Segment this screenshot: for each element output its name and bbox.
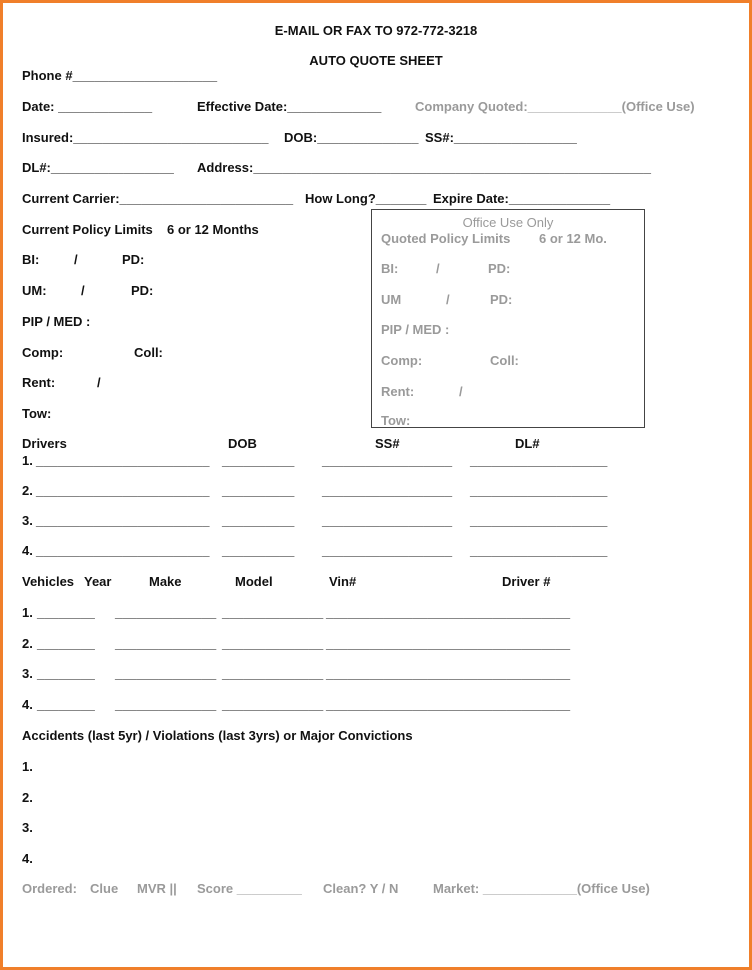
vehicle-model-field[interactable]: ______________ — [222, 636, 324, 651]
driver-number: 2. — [22, 483, 33, 498]
driver-dl-field[interactable]: ___________________ — [470, 543, 608, 558]
accidents-header: Accidents (last 5yr) / Violations (last 3yrs) or Major Convictions — [22, 728, 413, 743]
address-field[interactable]: Address:_______________________________________________________ — [197, 160, 651, 175]
driver-dl-field[interactable]: ___________________ — [470, 513, 608, 528]
vehicle-make-field[interactable]: ______________ — [115, 666, 217, 681]
driver-dob-field[interactable]: __________ — [222, 483, 295, 498]
driver-name-field[interactable]: ________________________ — [36, 483, 210, 498]
ordered-label: Ordered: — [22, 881, 77, 896]
vehicle-vin-field[interactable]: _____________________________ — [326, 636, 536, 651]
driver-name-field[interactable]: ________________________ — [36, 513, 210, 528]
vehicle-year-field[interactable]: ________ — [37, 666, 95, 681]
um-slash: / — [81, 283, 85, 298]
mvr-option[interactable]: MVR || — [137, 881, 177, 896]
vehicle-driver-field[interactable]: _____ — [534, 666, 571, 681]
office-comp-label: Comp: — [381, 353, 423, 368]
market-field[interactable]: Market: _____________(Office Use) — [433, 881, 650, 896]
vehicle-number: 4. — [22, 697, 33, 712]
office-bi-slash: / — [436, 261, 440, 276]
accident-item-1[interactable]: 1. — [22, 759, 33, 774]
accident-item-4[interactable]: 4. — [22, 851, 33, 866]
page-title: AUTO QUOTE SHEET — [309, 53, 443, 68]
vehicle-vin-field[interactable]: _____________________________ — [326, 605, 536, 620]
phone-field[interactable]: Phone #____________________ — [22, 68, 218, 83]
dob-field[interactable]: DOB:______________ — [284, 130, 419, 145]
drivers-header: Drivers — [22, 436, 67, 451]
ss-field[interactable]: SS#:_________________ — [425, 130, 577, 145]
rent-label: Rent: — [22, 375, 56, 390]
driver-dl-field[interactable]: ___________________ — [470, 453, 608, 468]
policy-term-label: 6 or 12 Months — [167, 222, 259, 237]
coll-label: Coll: — [134, 345, 163, 360]
vehicle-driver-field[interactable]: _____ — [534, 636, 571, 651]
driver-dob-field[interactable]: __________ — [222, 543, 295, 558]
office-um-pd-label: PD: — [490, 292, 513, 307]
driver-ss-field[interactable]: __________________ — [322, 543, 453, 558]
bi-label: BI: — [22, 252, 40, 267]
vehicle-vin-field[interactable]: _____________________________ — [326, 697, 536, 712]
accident-item-3[interactable]: 3. — [22, 820, 33, 835]
office-um-slash: / — [446, 292, 450, 307]
driver-dob-field[interactable]: __________ — [222, 513, 295, 528]
vehicle-year-field[interactable]: ________ — [37, 697, 95, 712]
vehicle-driver-field[interactable]: _____ — [534, 697, 571, 712]
accident-item-2[interactable]: 2. — [22, 790, 33, 805]
office-use-title: Office Use Only — [462, 215, 554, 230]
quoted-term-label: 6 or 12 Mo. — [539, 231, 607, 246]
vehicle-model-field[interactable]: ______________ — [222, 605, 324, 620]
um-label: UM: — [22, 283, 47, 298]
fax-line: E-MAIL OR FAX TO 972-772-3218 — [274, 23, 478, 38]
effective-date-field[interactable]: Effective Date:_____________ — [197, 99, 382, 114]
vehicle-make-field[interactable]: ______________ — [115, 697, 217, 712]
um-pd-label: PD: — [131, 283, 154, 298]
driver-dl-field[interactable]: ___________________ — [470, 483, 608, 498]
driver-number: 1. — [22, 453, 33, 468]
pip-med-label: PIP / MED : — [22, 314, 91, 329]
vehicle-make-field[interactable]: ______________ — [115, 605, 217, 620]
rent-slash: / — [97, 375, 101, 390]
how-long-field[interactable]: How Long?_______ — [305, 191, 427, 206]
company-quoted-field[interactable]: Company Quoted:_____________(Office Use) — [415, 99, 695, 114]
vehicles-driver-header: Driver # — [502, 574, 551, 589]
clean-field[interactable]: Clean? Y / N — [323, 881, 399, 896]
bi-pd-label: PD: — [122, 252, 145, 267]
dl-field[interactable]: DL#:_________________ — [22, 160, 174, 175]
drivers-dl-header: DL# — [515, 436, 540, 451]
vehicles-vin-header: Vin# — [329, 574, 357, 589]
driver-number: 4. — [22, 543, 33, 558]
drivers-dob-header: DOB — [228, 436, 257, 451]
vehicle-year-field[interactable]: ________ — [37, 605, 95, 620]
vehicles-model-header: Model — [235, 574, 273, 589]
expire-date-field[interactable]: Expire Date:______________ — [433, 191, 611, 206]
office-rent-slash: / — [459, 384, 463, 399]
comp-label: Comp: — [22, 345, 64, 360]
vehicle-driver-field[interactable]: _____ — [534, 605, 571, 620]
office-use-box — [371, 209, 645, 428]
quoted-limits-label: Quoted Policy Limits — [381, 231, 511, 246]
clue-option[interactable]: Clue — [90, 881, 119, 896]
office-um-label: UM — [381, 292, 402, 307]
vehicle-number: 3. — [22, 666, 33, 681]
driver-ss-field[interactable]: __________________ — [322, 513, 453, 528]
vehicle-vin-field[interactable]: _____________________________ — [326, 666, 536, 681]
current-policy-limits-label: Current Policy Limits — [22, 222, 153, 237]
office-rent-label: Rent: — [381, 384, 415, 399]
office-bi-pd-label: PD: — [488, 261, 511, 276]
driver-ss-field[interactable]: __________________ — [322, 453, 453, 468]
driver-dob-field[interactable]: __________ — [222, 453, 295, 468]
driver-ss-field[interactable]: __________________ — [322, 483, 453, 498]
office-coll-label: Coll: — [490, 353, 519, 368]
vehicles-make-header: Make — [149, 574, 182, 589]
current-carrier-field[interactable]: Current Carrier:________________________ — [22, 191, 294, 206]
office-tow-label: Tow: — [381, 413, 411, 428]
vehicle-make-field[interactable]: ______________ — [115, 636, 217, 651]
vehicles-year-header: Year — [84, 574, 112, 589]
vehicles-header: Vehicles — [22, 574, 75, 589]
office-pip-med-label: PIP / MED : — [381, 322, 450, 337]
vehicle-model-field[interactable]: ______________ — [222, 697, 324, 712]
office-bi-label: BI: — [381, 261, 399, 276]
vehicle-model-field[interactable]: ______________ — [222, 666, 324, 681]
tow-label: Tow: — [22, 406, 52, 421]
vehicle-number: 2. — [22, 636, 33, 651]
driver-name-field[interactable]: ________________________ — [36, 453, 210, 468]
score-field[interactable]: Score _________ — [197, 881, 302, 896]
bi-slash: / — [74, 252, 78, 267]
date-field[interactable]: Date: _____________ — [22, 99, 153, 114]
driver-number: 3. — [22, 513, 33, 528]
drivers-ss-header: SS# — [375, 436, 400, 451]
vehicle-number: 1. — [22, 605, 33, 620]
vehicle-year-field[interactable]: ________ — [37, 636, 95, 651]
insured-field[interactable]: Insured:___________________________ — [22, 130, 269, 145]
driver-name-field[interactable]: ________________________ — [36, 543, 210, 558]
